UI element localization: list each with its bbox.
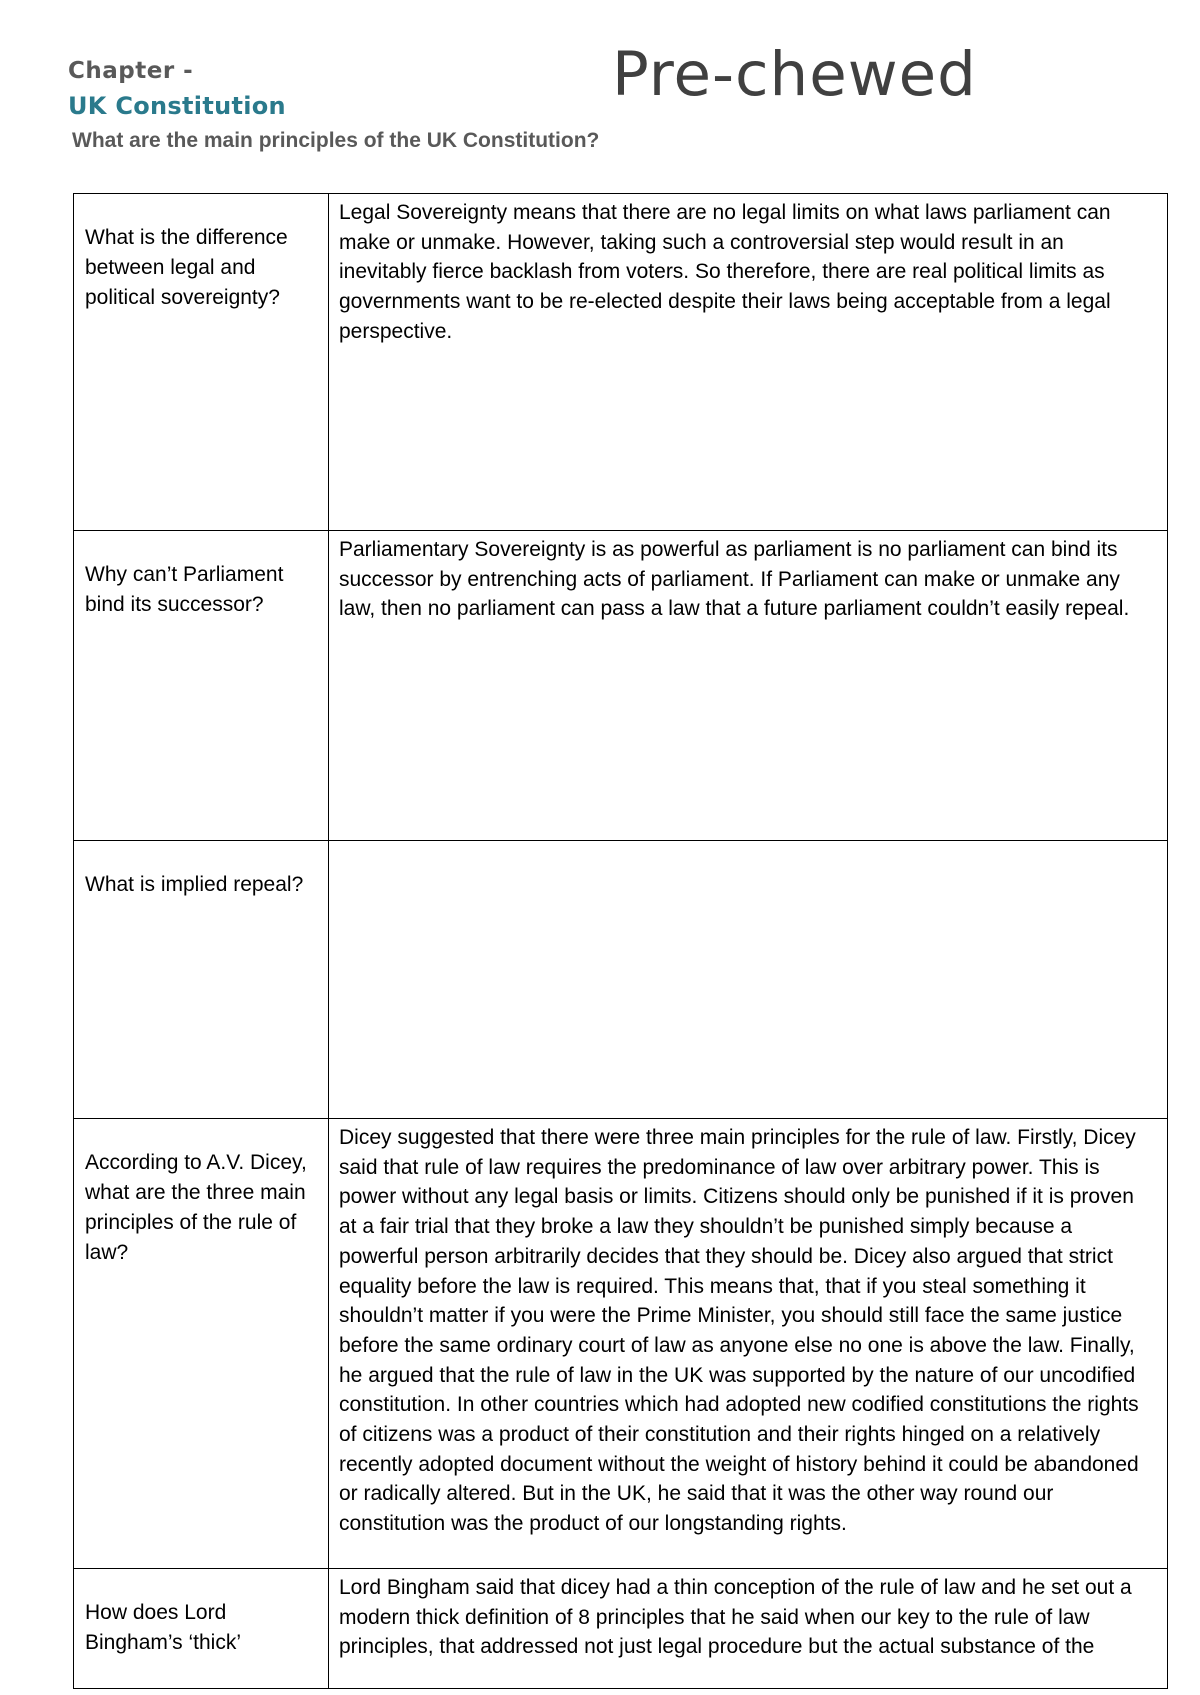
unit-title: UK Constitution — [68, 92, 286, 120]
answer-cell[interactable] — [329, 194, 1168, 531]
answer-text: Parliamentary Sovereignty is as powerful as parliament is no parliament can bind its successor by entrenching acts of parliament. If Parliament can make or unmake any law, then no parliament can pass a law that a future parliament couldn’t easily repeal. — [339, 538, 1130, 621]
table-row — [74, 531, 1168, 841]
table-row — [74, 841, 1168, 1119]
question-text: Why can’t Parliament bind its successor? — [85, 563, 284, 616]
question-cell — [74, 1569, 329, 1689]
answer-cell[interactable] — [329, 841, 1168, 1119]
question-text: What is the difference between legal and political sovereignty? — [85, 226, 288, 309]
answer-text: Lord Bingham said that dicey had a thin conception of the rule of law and he set out a modern thick definition of 8 principles that he said when our key to the rule of law principles, that addressed not just legal procedure but the actual substance of the — [339, 1576, 1132, 1659]
question-answer-table — [73, 193, 1168, 1689]
answer-text: Legal Sovereignty means that there are no legal limits on what laws parliament can make or unmake. However, taking such a controversial step would result in an inevitably fierce backlash from voters. So therefore, there are real political limits as governments want to be re-elected despite their laws being acceptable from a legal perspective. — [339, 201, 1111, 343]
question-cell — [74, 194, 329, 531]
question-text: How does Lord Bingham’s ‘thick’ — [85, 1601, 242, 1654]
table-row — [74, 194, 1168, 531]
answer-text: Dicey suggested that there were three main principles for the rule of law. Firstly, Dicey said that rule of law requires the predominance of law over arbitrary power. This is power without any legal basis or limits. Citizens should only be punished if it is proven at a fair trial that they broke a law they shouldn’t be punished simply because a powerful person arbitrarily decides that they should be. Dicey also argued that strict equality before the law is required. This means that, that if you steal something it shouldn’t matter if you were the Prime Minister, you should still face the same justice before the same ordinary court of law as anyone else no one is above the law. Finally, he argued that the rule of law in the UK was supported by the nature of our uncodified constitution. In other countries which had adopted new codified constitutions the rights of citizens was a product of their constitution and their rights hinged on a relatively recently adopted document without the weight of history behind it could be abandoned or radically altered. But in the UK, he said that it was the other way round our constitution was the product of our longstanding rights. — [339, 1126, 1139, 1536]
answer-cell[interactable] — [329, 1569, 1168, 1689]
table-row — [74, 1569, 1168, 1689]
answer-cell[interactable] — [329, 531, 1168, 841]
question-cell — [74, 1119, 329, 1569]
question-cell — [74, 531, 329, 841]
question-text: According to A.V. Dicey, what are the three main principles of the rule of law? — [85, 1151, 307, 1264]
table-row — [74, 1119, 1168, 1569]
question-cell — [74, 841, 329, 1119]
main-question: What are the main principles of the UK Constitution? — [72, 129, 600, 152]
brand-title: Pre-chewed — [612, 39, 977, 110]
question-text: What is implied repeal? — [85, 873, 304, 896]
answer-cell[interactable] — [329, 1119, 1168, 1569]
chapter-label: Chapter - — [68, 58, 194, 84]
